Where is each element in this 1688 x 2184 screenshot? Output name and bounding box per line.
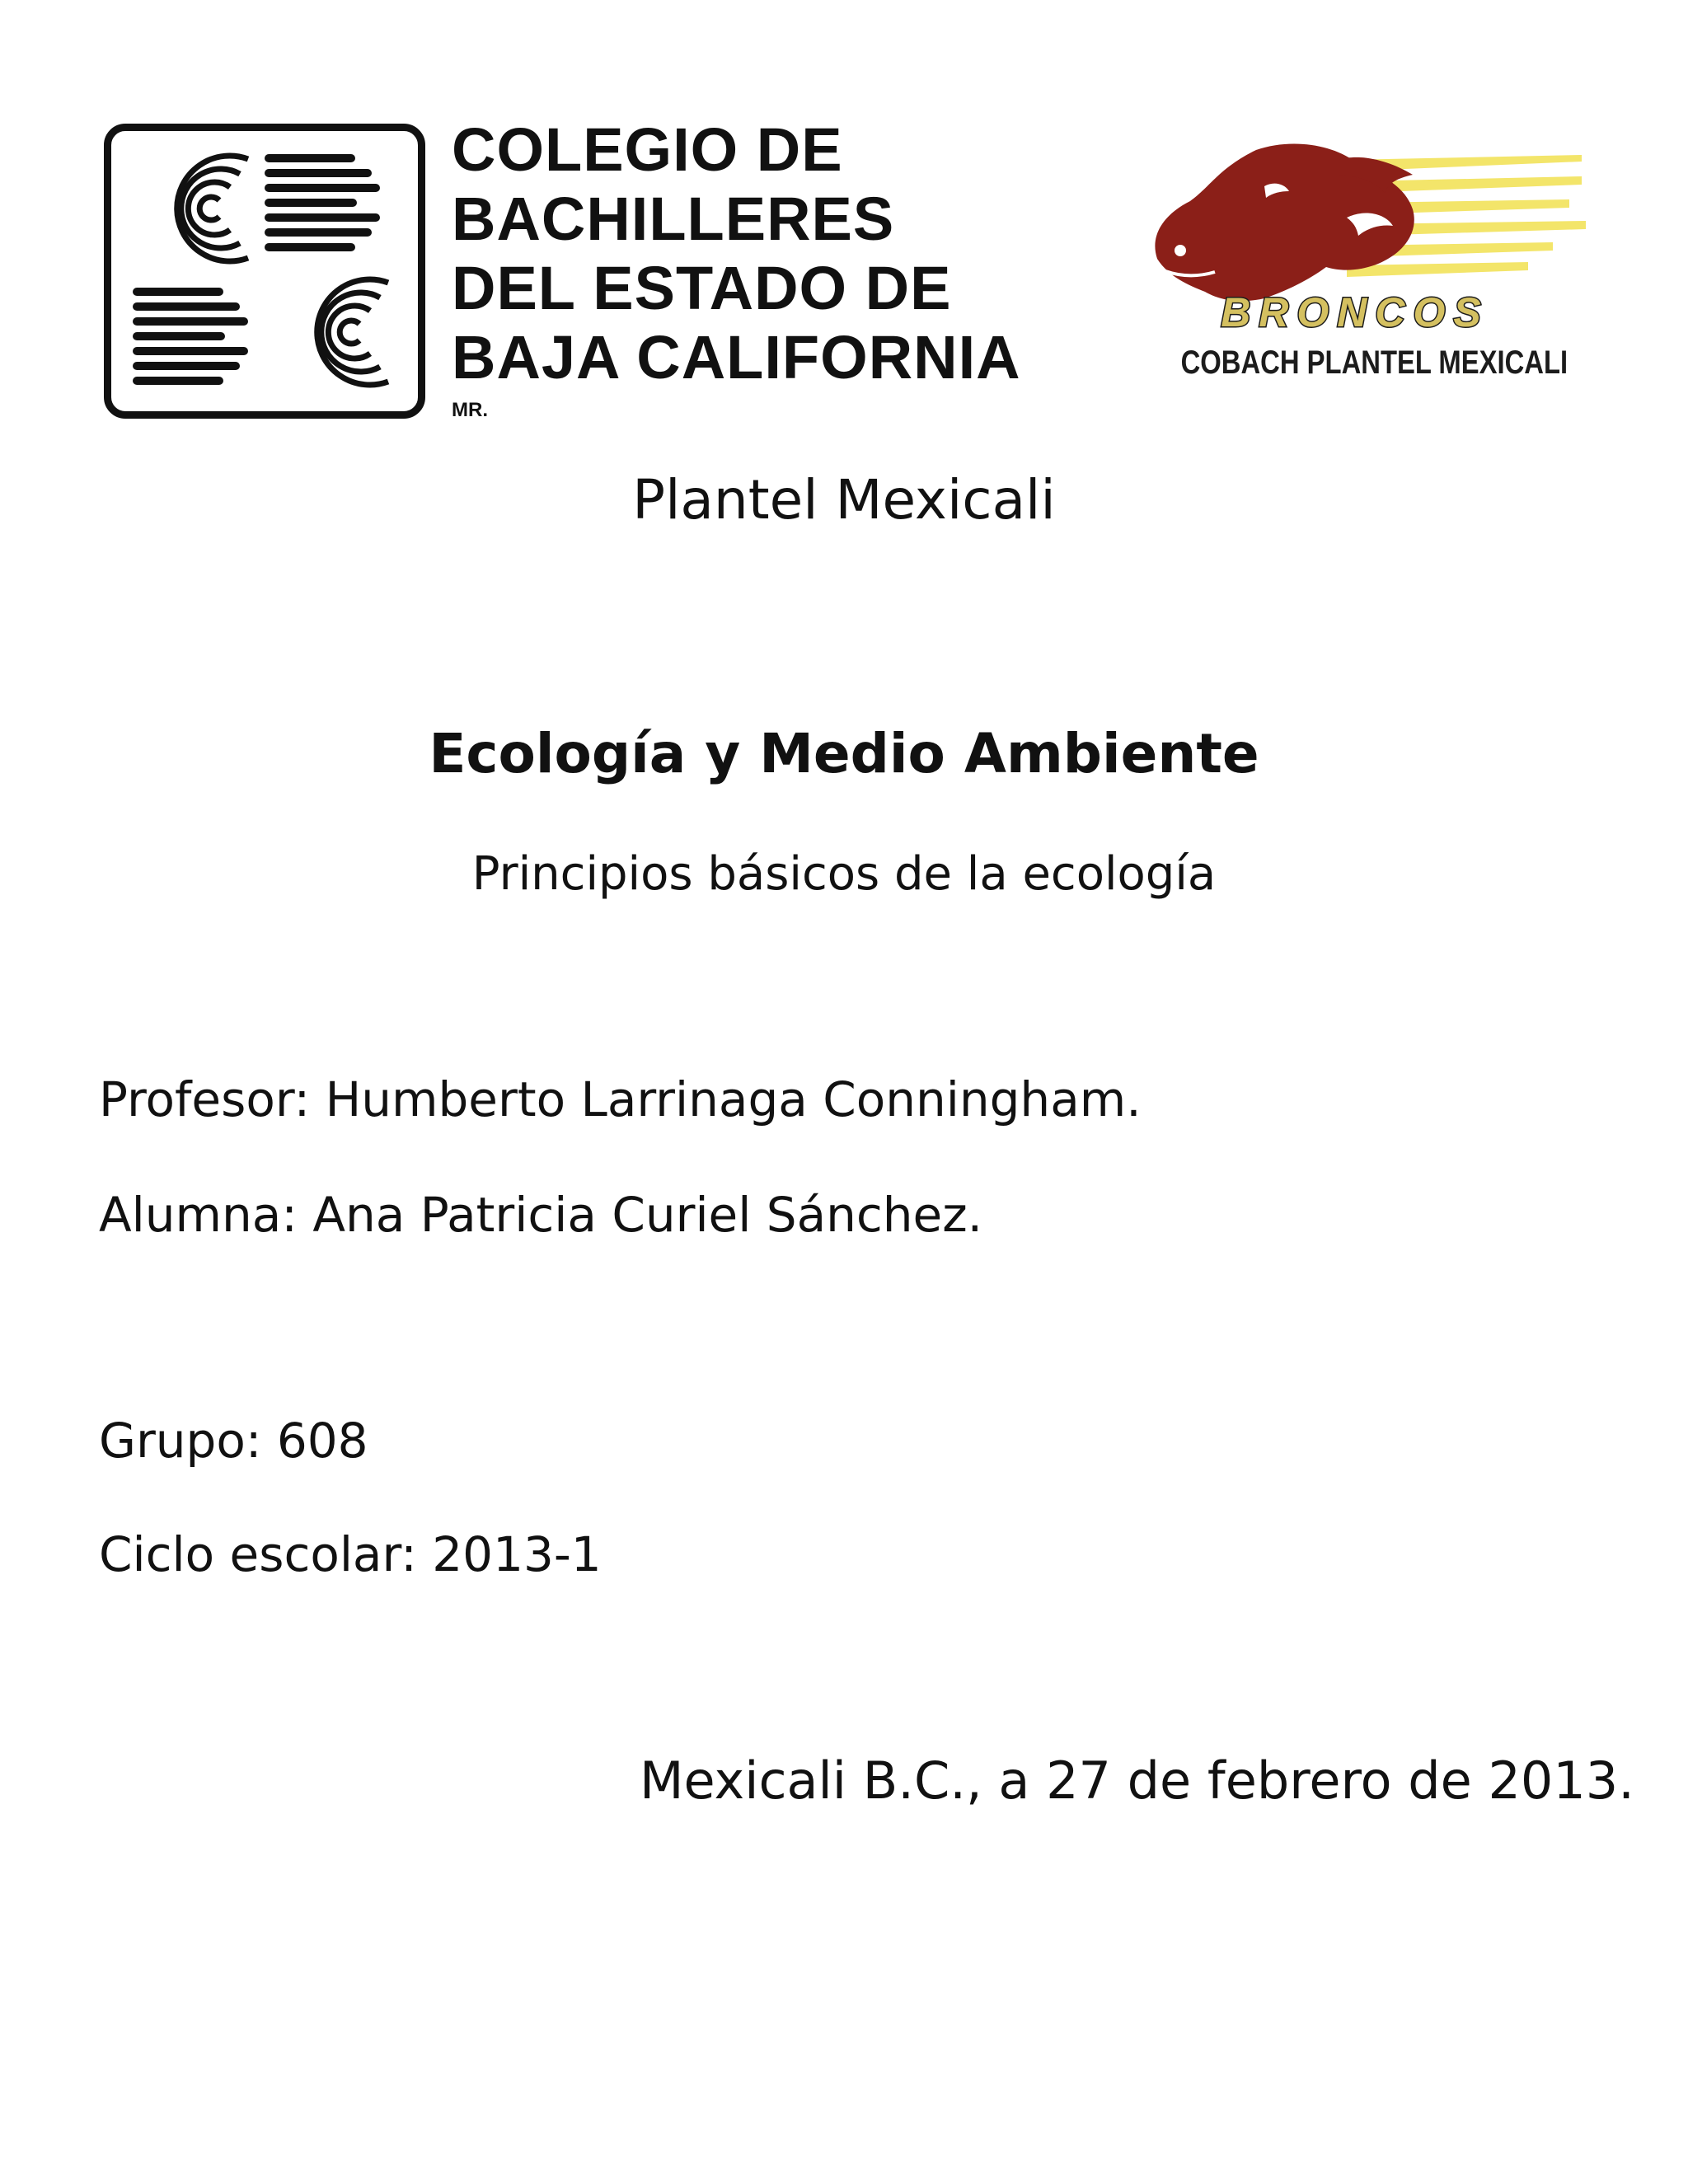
teacher-line: Profesor: Humberto Larrinaga Conningham. bbox=[99, 1071, 1142, 1127]
broncos-logo bbox=[1141, 135, 1586, 415]
subject-title: Ecología y Medio Ambiente bbox=[429, 722, 1259, 785]
broncos-caption: COBACH PLANTEL MEXICALI bbox=[1180, 344, 1568, 381]
student-line: Alumna: Ana Patricia Curiel Sánchez. bbox=[99, 1187, 983, 1243]
trademark-mark: MR. bbox=[452, 399, 488, 421]
campus-title: Plantel Mexicali bbox=[632, 468, 1056, 532]
school-cycle-line: Ciclo escolar: 2013-1 bbox=[99, 1526, 602, 1582]
institution-name bbox=[452, 115, 1128, 392]
place-date-line: Mexicali B.C., a 27 de febrero de 2013. bbox=[640, 1750, 1634, 1811]
cobach-emblem-graphic bbox=[124, 143, 405, 400]
topic-subtitle: Principios básicos de la ecología bbox=[471, 847, 1217, 901]
institution-name-line: COLEGIO DE bbox=[452, 115, 843, 184]
institution-name-line: BAJA CALIFORNIA bbox=[452, 323, 1021, 391]
broncos-wordmark: BRONCOS bbox=[1221, 289, 1489, 335]
cobach-emblem-icon bbox=[104, 124, 425, 419]
group-line: Grupo: 608 bbox=[99, 1413, 368, 1469]
institution-name-line: BACHILLERES bbox=[452, 185, 895, 253]
institution-name-line: DEL ESTADO DE bbox=[452, 254, 952, 322]
